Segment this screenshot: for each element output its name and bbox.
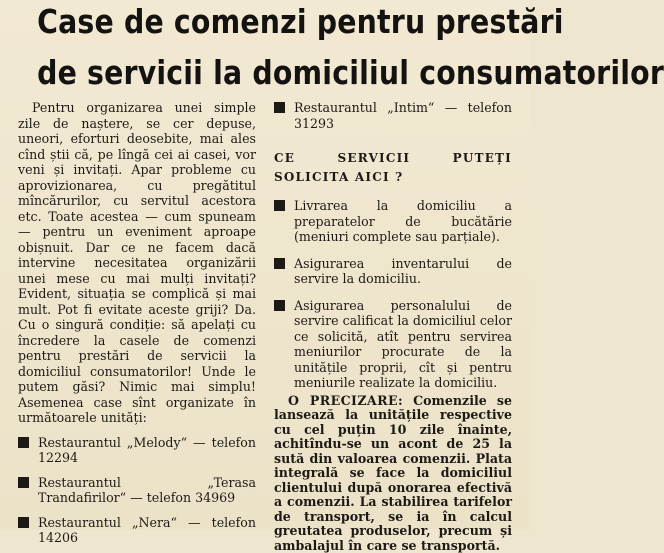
left-column xyxy=(18,100,256,546)
restaurant-item-melody xyxy=(18,435,256,466)
precizare-label: O PRECIZARE: xyxy=(288,393,403,408)
service-item-inventory xyxy=(274,256,512,287)
restaurant-item-terasa xyxy=(18,475,256,506)
precizare-text: Comenzile se lansează la unitățile respective cu cel puțin 10 zile înainte, achitîndu-se un acont de 25 la sută din valoarea comenzii. Plata integrală se face la domiciliul clientului după onorarea efectivă a comenzii. La stabilirea tarifelor de transport, se ia în calcul greutatea produselor, precum și ambalajul în care se transportă. xyxy=(274,393,512,553)
bullet-square-icon xyxy=(274,102,285,113)
headline-line-1: Case de comenzi pentru prestări xyxy=(37,2,493,41)
precizare-paragraph xyxy=(274,394,512,553)
intro-paragraph: Pentru organizarea unei simple zile de naștere, se cer depuse, uneori, eforturi deosebite, mai ales cînd știi că, pe lîngă cei ai casei, vor veni și invitați. Apar probleme cu aprovizionarea, cu pregătitul mîncărurilor, cu servitul acestora etc. Toate acestea — cum spuneam — pentru un eveniment aproape obișnuit. Dar ce ne facem dacă intervine necesitatea organizării unei mese cu mai mulți invitați? Evident, situația se complică și mai mult. Pot fi evitate aceste griji? Da. Cu o singură condiție: să apelați cu încredere la casele de comenzi pentru prestări de servicii la domiciliul consumatorilor! Unde le putem găsi? Nimic mai simplu! Asemenea case sînt organizate în următoarele unități: xyxy=(18,100,256,426)
bullet-square-icon xyxy=(274,200,285,211)
restaurant-text: Restaurantul „Nera“ — telefon 14206 xyxy=(38,515,256,546)
bullet-square-icon xyxy=(274,258,285,269)
restaurant-item-nera xyxy=(18,515,256,546)
restaurant-item-intim xyxy=(274,100,512,131)
bullet-square-icon xyxy=(274,300,285,311)
restaurant-text: Restaurantul „Melody“ — telefon 12294 xyxy=(38,435,256,466)
service-text: Asigurarea personalului de servire calificat la domiciliul celor ce solicită, atît pentru servirea meniurilor procurate de la unitățile proprii, cît și pentru meniurile realizate la domiciliu. xyxy=(294,298,512,391)
service-item-delivery xyxy=(274,198,512,245)
service-item-staff xyxy=(274,298,512,391)
bullet-square-icon xyxy=(18,517,29,528)
restaurant-text: Restaurantul „Intim“ — telefon 31293 xyxy=(294,100,512,131)
bullet-square-icon xyxy=(18,437,29,448)
right-column xyxy=(274,100,512,553)
restaurant-text: Restaurantul „Terasa Trandafirilor“ — telefon 34969 xyxy=(38,475,256,506)
bullet-square-icon xyxy=(18,477,29,488)
service-text: Asigurarea inventarului de servire la domiciliu. xyxy=(294,256,512,287)
headline-line-2: de servicii la domiciliul consumatorilor xyxy=(37,53,493,92)
services-heading: CE SERVICII PUTEȚI SOLICITA AICI ? xyxy=(274,149,512,187)
service-text: Livrarea la domiciliu a preparatelor de bucătărie (meniuri complete sau parțiale). xyxy=(294,198,512,244)
